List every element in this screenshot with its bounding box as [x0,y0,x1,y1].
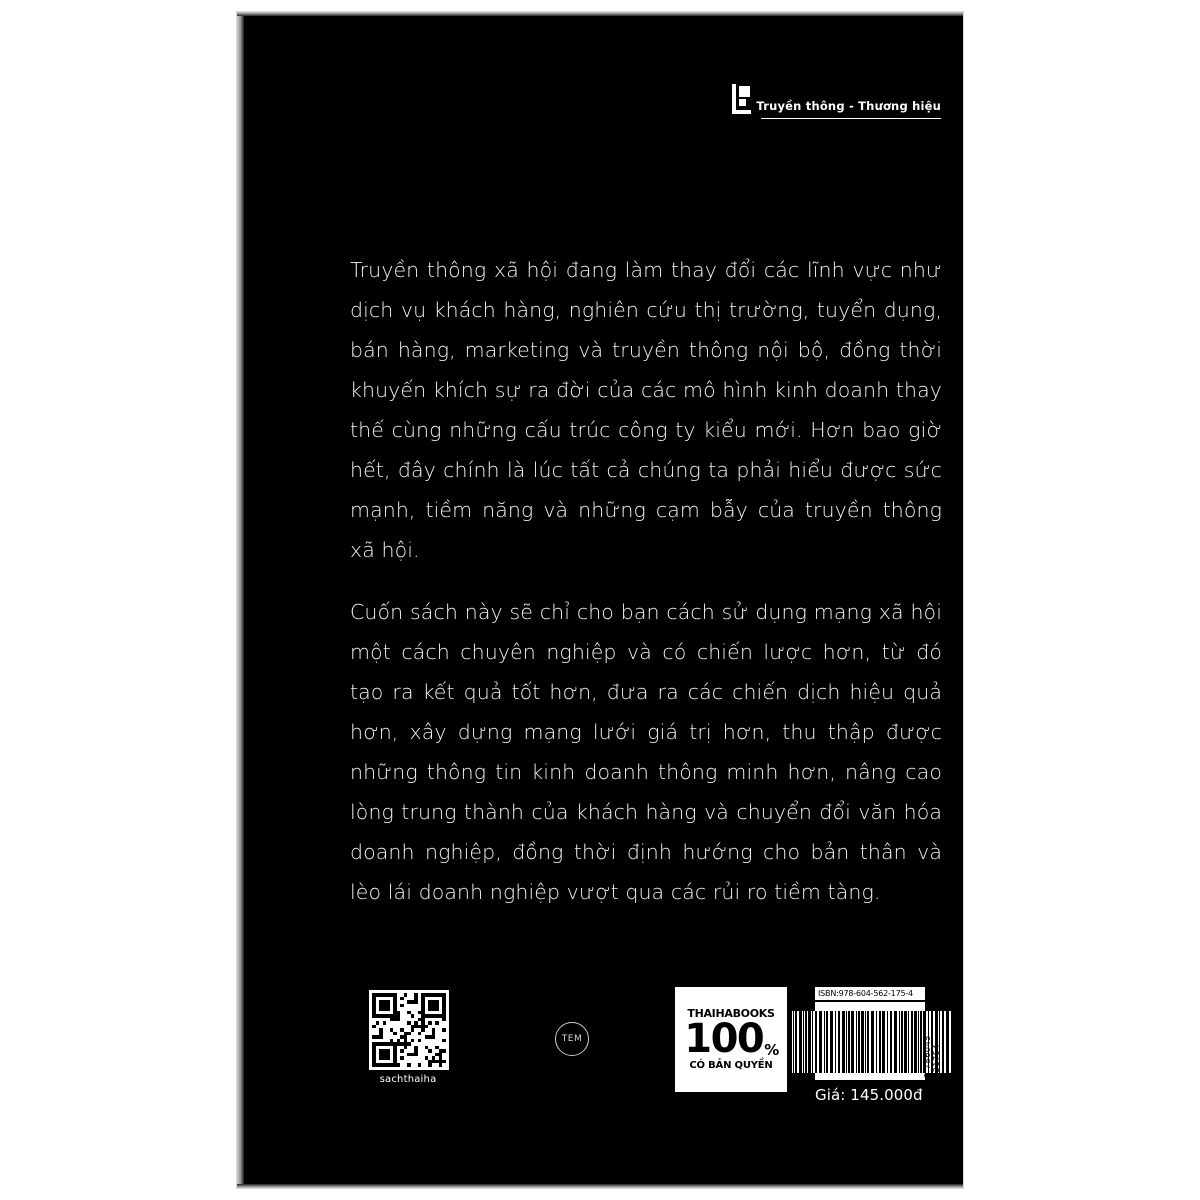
cover-panel [237,12,963,1188]
publisher-logo-block [756,84,941,119]
copyright-badge-number [684,1016,778,1062]
qr-code-block [369,990,447,1085]
cover-top-edge [237,12,963,16]
qr-code-icon [369,990,449,1070]
copyright-badge-brand: THAIHABOOKS [687,1007,775,1020]
copyright-badge-subtitle: CÓ BẢN QUYỀN [689,1060,773,1071]
blurb-paragraph-2: Cuốn sách này sẽ chỉ cho bạn cách sử dụng mạng xã hội một cách chuyên nghiệp và có chiến lược hơn, từ đó tạo ra kết quả tốt hơn, đưa ra các chiến dịch hiệu quả hơn, xây dựng mạng lưới giá trị hơn, thu thập được những thông tin kinh doanh thông minh hơn, nâng cao lòng trung thành của khách hàng và chuyển đổi văn hóa doanh nghiệp, đồng thời định hướng cho bản thân và lèo lái doanh nghiệp vượt qua các rủi ro tiềm tàng. [350,600,942,904]
publisher-name: Truyền thông - Thương hiệu [756,99,941,113]
tem-seal-label: TEM [561,1034,583,1044]
copyright-badge-percent: % [764,1041,778,1059]
isbn-text: ISBN:978-604-562-175-4 [815,987,925,1000]
price-label: Giá: 145.000đ [815,1086,923,1104]
cover-bottom-edge [237,1184,963,1188]
cover-left-edge [237,12,244,1188]
barcode-icon [815,1002,941,1080]
thaihabooks-mark-icon [730,84,752,114]
tem-seal-icon [555,1022,589,1056]
blurb-paragraph-1: Truyền thông xã hội đang làm thay đổi các lĩnh vực như dịch vụ khách hàng, nghiên cứu thị trường, tuyển dụng, bán hàng, marketing và truyền thông nội bộ, đồng thời khuyến khích sự ra đời của các mô hình kinh doanh thay thế cùng những cấu trúc công ty kiểu mới. Hơn bao giờ hết, đây chính là lúc tất cả chúng ta phải hiểu được sức mạnh, tiềm năng và những cạm bẫy của truyền thông xã hội. [350,258,942,562]
barcode-block [815,987,941,1104]
copyright-badge-number-value: 100 [684,1016,764,1062]
publisher-logo-row [756,84,941,114]
copyright-badge [675,987,787,1092]
barcode-number: 9 786045 621754 [923,1035,941,1078]
qr-code-label: sachthaiha [379,1074,437,1085]
back-cover-blurb [350,250,942,912]
cover-footer-row [237,972,963,1132]
